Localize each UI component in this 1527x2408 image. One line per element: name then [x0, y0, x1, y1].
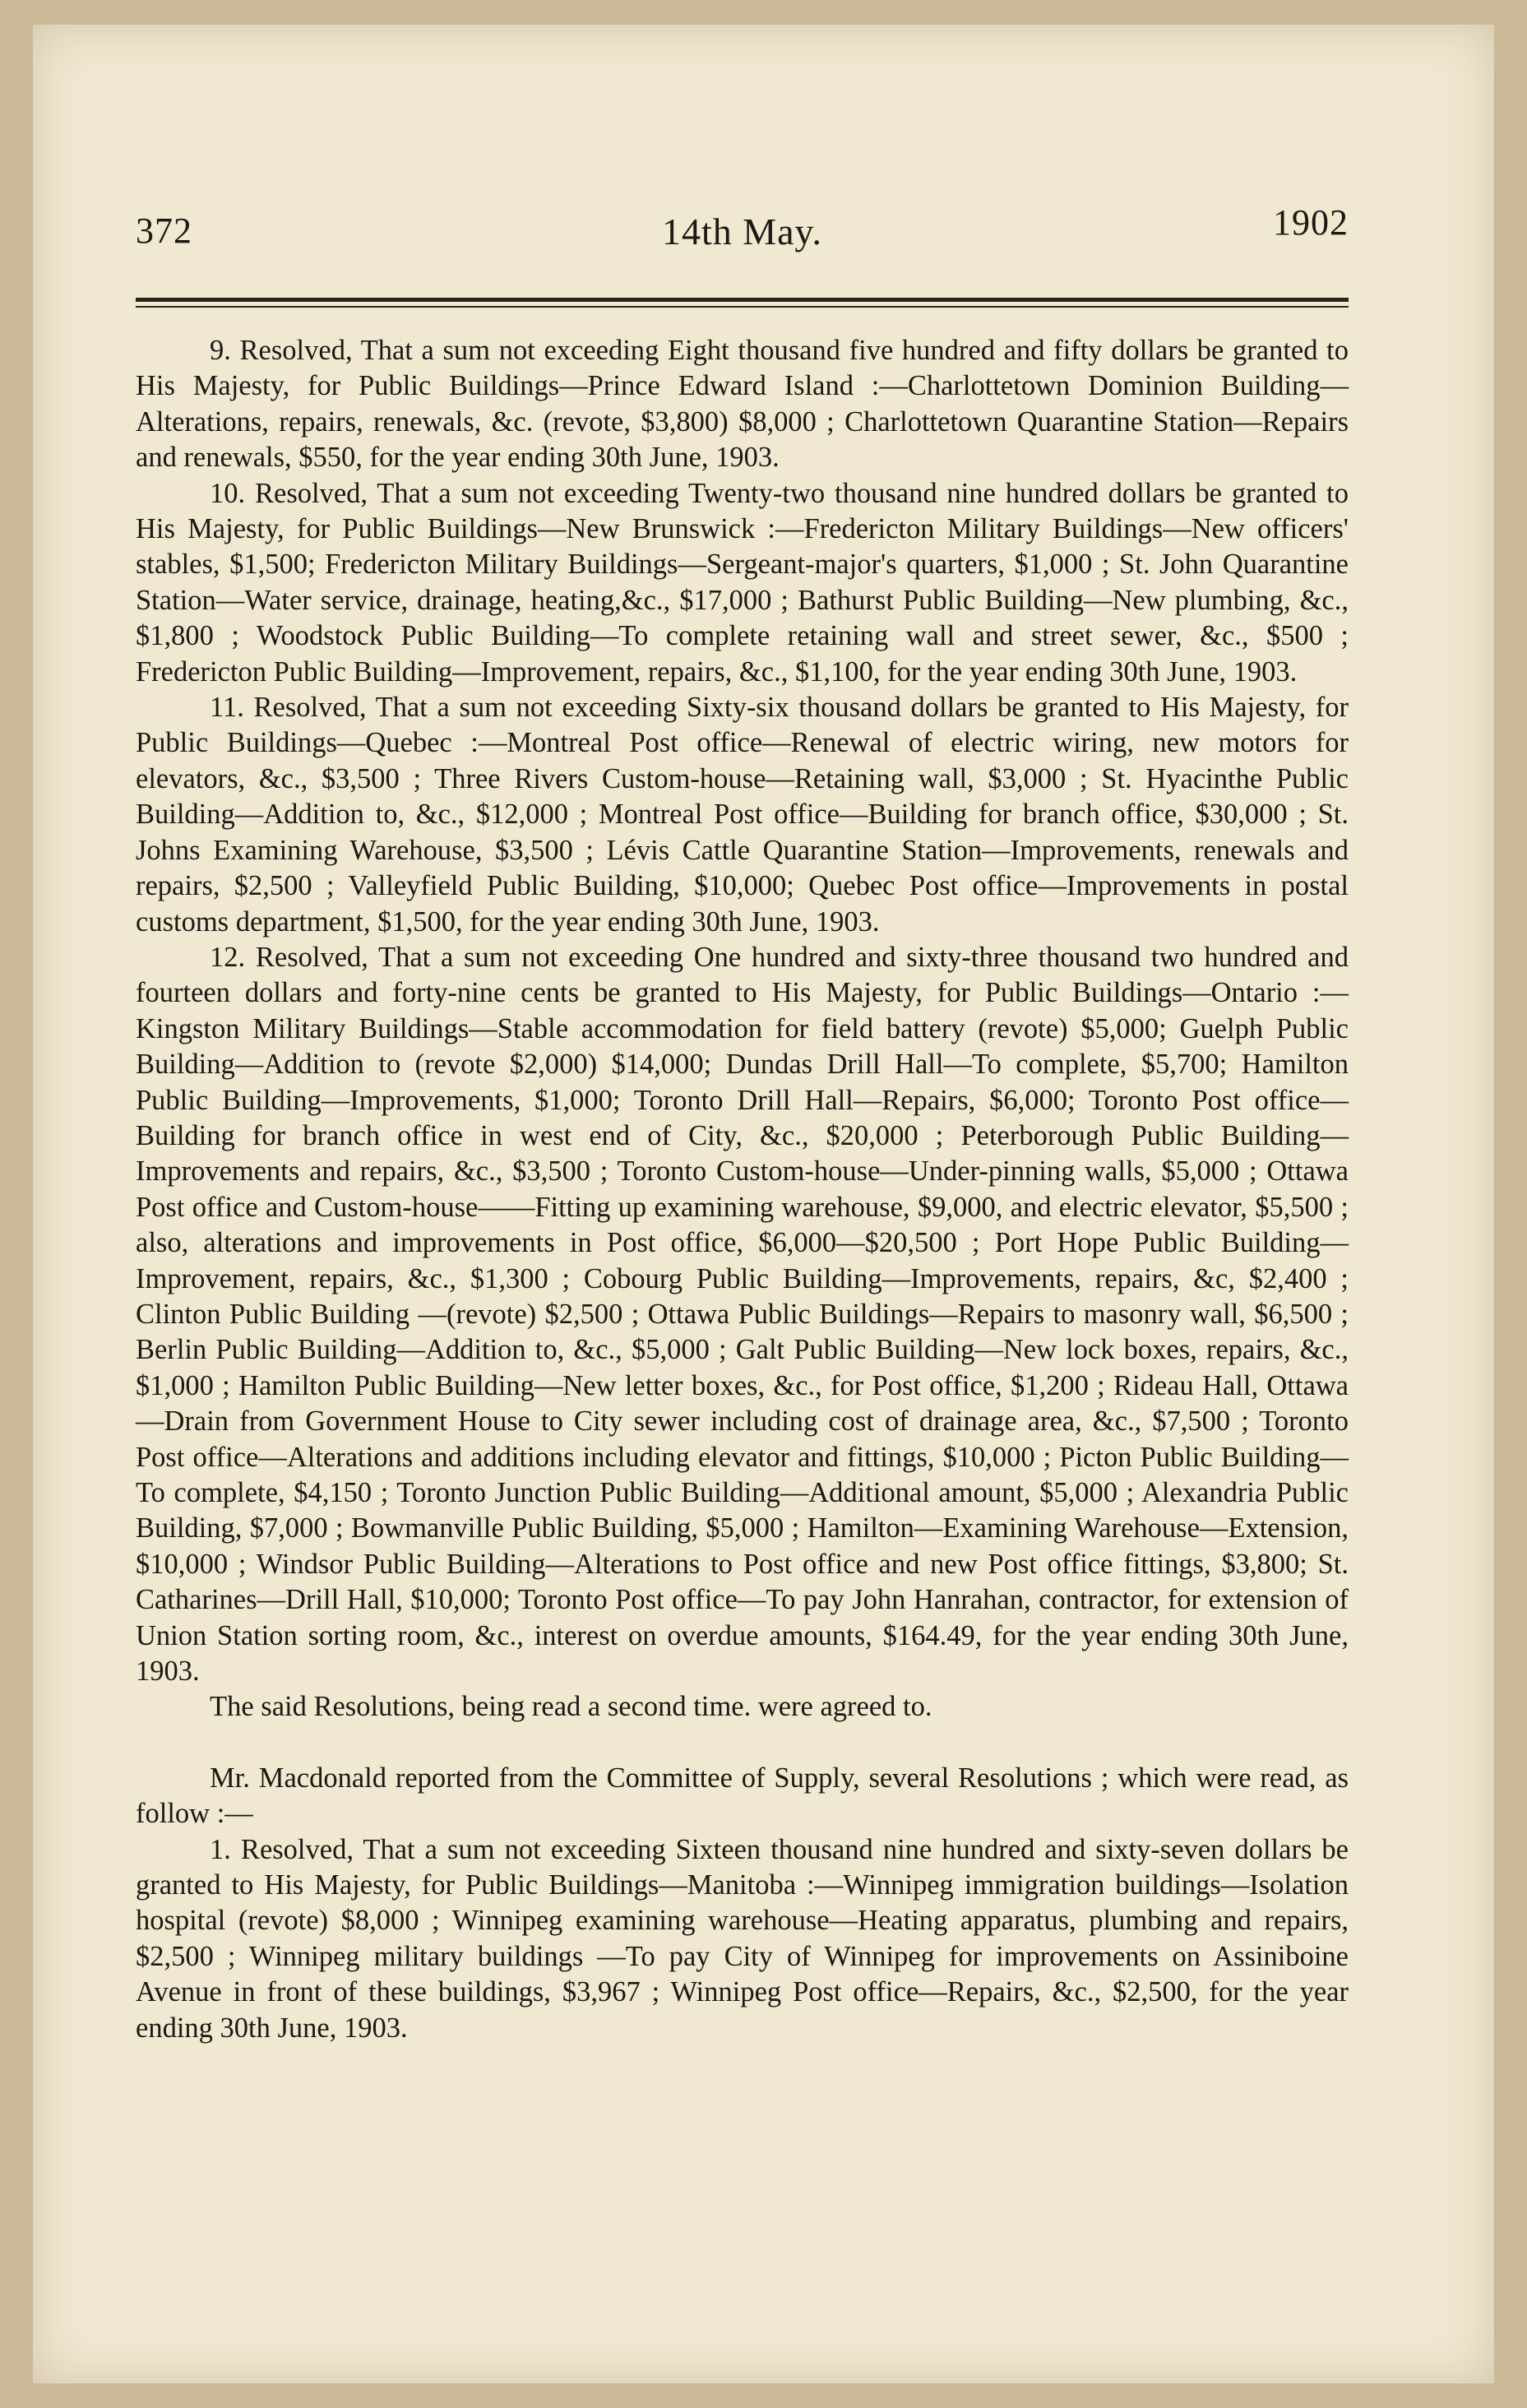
header-rule: [136, 298, 1349, 302]
page-header: [136, 193, 1349, 267]
body-text: [136, 333, 1349, 2046]
running-title: 14th May.: [661, 211, 823, 252]
resolution-paragraph: 10. Resolved, That a sum not exceeding Twenty-two thousand nine hundred dollars be granted to His Majesty, for Public Buildings—New Brunswick :—Fredericton Military Buildings—New officers' stables, $1,500; Fredericton Military Buildings—Sergeant-major's quarters, $1,000 ; St. John Quarantine Station—Water service, drainage, heating,&c., $17,000 ; Bathurst Public Building—New plumbing, &c., $1,800 ; Woodstock Public Building—To complete retaining wall and street sewer, &c., $500 ; Fredericton Public Building—Improvement, repairs, &c., $1,100, for the year ending 30th June, 1903.: [136, 477, 1349, 688]
resolution-paragraph: 11. Resolved, That a sum not exceeding Sixty-six thousand dollars be granted to His Majesty, for Public Buildings—Quebec :—Montreal Post office—Renewal of electric wiring, new motors for elevators, &c., $3,500 ; Three Rivers Custom-house—Retaining wall, $3,000 ; St. Hyacinthe Public Building—Addition to, &c., $12,000 ; Montreal Post office—Building for branch office, $30,000 ; St. Johns Examining Warehouse, $3,500 ; Lévis Cattle Quarantine Station—Improvements, renewals and repairs, $2,500 ; Valleyfield Public Building, $10,000; Quebec Post office—Improvements in postal customs department, $1,500, for the year ending 30th June, 1903.: [136, 692, 1349, 938]
page-year: 1902: [1273, 202, 1349, 243]
committee-report: Mr. Macdonald reported from the Committee of Supply, several Resolutions ; which were read, as follow :—: [136, 1762, 1349, 1830]
page-number: 372: [136, 211, 192, 251]
resolution-paragraph: 1. Resolved, That a sum not exceeding Sixteen thousand nine hundred and sixty-seven dollars be granted to His Majesty, for Public Buildings—Manitoba :—Winnipeg immigration buildings—Isolation hospital (revote) $8,000 ; Winnipeg examining warehouse—Heating apparatus, plumbing and repairs, $2,500 ; Winnipeg military buildings —To pay City of Winnipeg for improvements on Assiniboine Avenue in front of these buildings, $3,967 ; Winnipeg Post office—Repairs, &c., $2,500, for the year ending 30th June, 1903.: [136, 1833, 1349, 2044]
header-rule-thin: [136, 306, 1349, 308]
agreed-statement: The said Resolutions, being read a second time. were agreed to.: [210, 1691, 932, 1723]
resolution-paragraph: 12. Resolved, That a sum not exceeding One hundred and sixty-three thousand two hundred and fourteen dollars and forty-nine cents be granted to His Majesty, for Public Buildings—Ontario :—Kingston Military Buildings—Stable accommodation for field battery (revote) $5,000; Guelph Public Building—Addition to (revote $2,000) $14,000; Dundas Drill Hall—To complete, $5,700; Hamilton Public Building—Improvements, $1,000; Toronto Drill Hall—Repairs, $6,000; Toronto Post office—Building for branch office in west end of City, &c., $20,000 ; Peterborough Public Building—Improvements and repairs, &c., $3,500 ; Toronto Custom-house—Under-pinning walls, $5,000 ; Ottawa Post office and Custom-house——Fitting up examining warehouse, $9,000, and electric elevator, $5,500 ; also, alterations and improvements in Post office, $6,000—$20,500 ; Port Hope Public Building—Improvement, repairs, &c., $1,300 ; Cobourg Public Building—Improvements, repairs, &c, $2,400 ; Clinton Public Building —(revote) $2,500 ; Ottawa Public Buildings—Repairs to masonry wall, $6,500 ; Berlin Public Building—Addition to, &c., $5,000 ; Galt Public Building—New lock boxes, repairs, &c., $1,000 ; Hamilton Public Building—New letter boxes, &c., for Post office, $1,200 ; Rideau Hall, Ottawa—Drain from Government House to City sewer including cost of drainage area, &c., $7,500 ; Toronto Post office—Alterations and additions including elevator and fittings, $10,000 ; Picton Public Building—To complete, $4,150 ; Toronto Junction Public Building—Additional amount, $5,000 ; Alexandria Public Building, $7,000 ; Bowmanville Public Building, $5,000 ; Hamilton—Examining Warehouse—Extension, $10,000 ; Windsor Public Building—Alterations to Post office and new Post office fittings, $3,800; St. Catharines—Drill Hall, $10,000; Toronto Post office—To pay John Hanrahan, contractor, for extension of Union Station sorting room, &c., interest on overdue amounts, $164.49, for the year ending 30th June, 1903.: [136, 941, 1349, 1688]
resolution-paragraph: 9. Resolved, That a sum not exceeding Eight thousand five hundred and fifty dollars be granted to His Majesty, for Public Buildings—Prince Edward Island :—Charlottetown Dominion Building—Alterations, repairs, renewals, &c. (revote, $3,800) $8,000 ; Charlottetown Quarantine Station—Repairs and renewals, $550, for the year ending 30th June, 1903.: [136, 335, 1349, 474]
